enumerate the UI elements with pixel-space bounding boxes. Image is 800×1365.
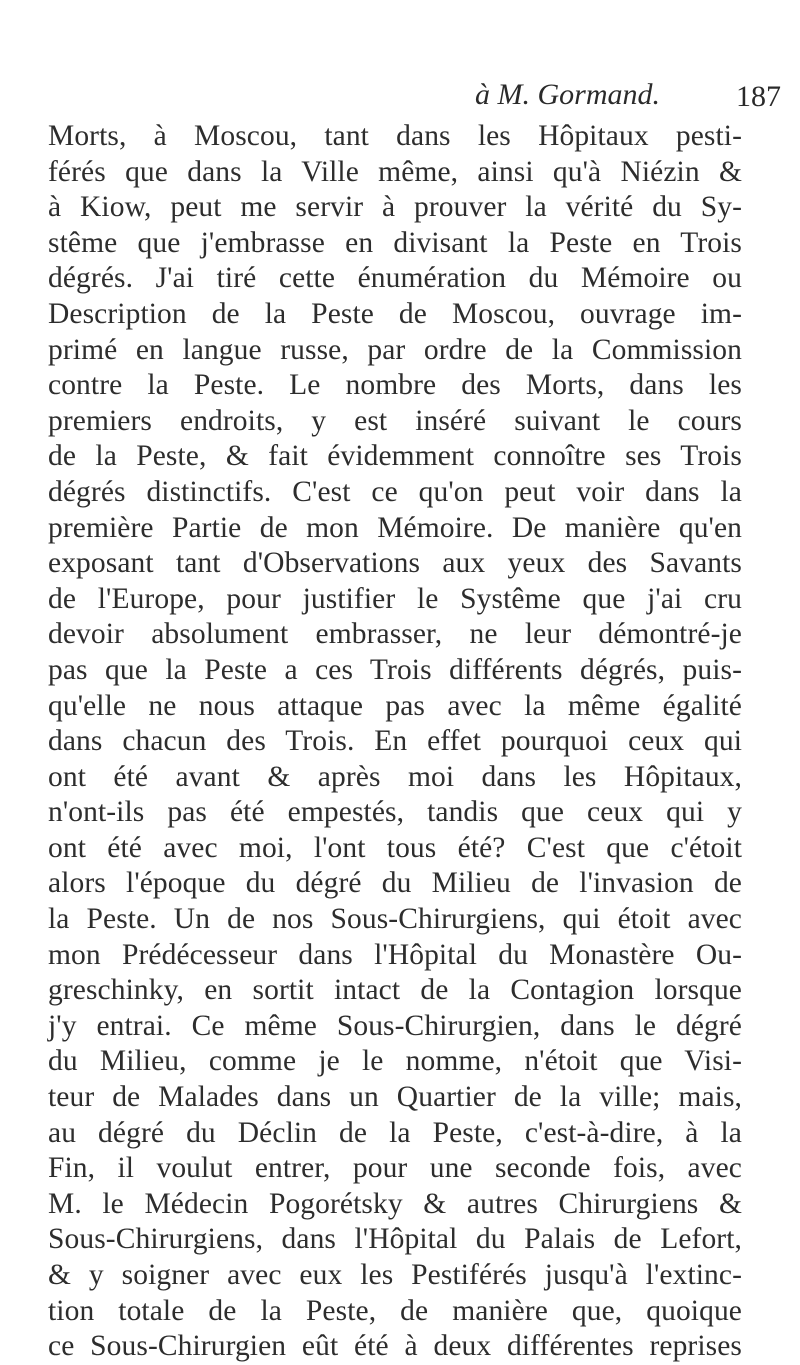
running-title: à M. Gormand.	[475, 78, 660, 111]
text-line: M. le Médecin Pogorétsky & autres Chirurgiens &	[48, 1187, 742, 1220]
text-line: contre la Peste. Le nombre des Morts, dans les	[48, 369, 742, 402]
running-head	[0, 78, 800, 118]
text-line: greschinky, en sortit intact de la Contagion lorsque	[48, 974, 742, 1007]
page-number: 187	[736, 80, 781, 113]
text-line: tion totale de la Peste, de manière que, quoique	[48, 1294, 742, 1327]
text-line: Sous-Chirurgiens, dans l'Hôpital du Palais de Lefort,	[48, 1223, 742, 1256]
text-line: mon Prédécesseur dans l'Hôpital du Monastère Ou-	[48, 938, 742, 971]
text-line: ont été avant & après moi dans les Hôpitaux,	[48, 760, 742, 793]
text-line: au dégré du Déclin de la Peste, c'est-à-dire, à la	[48, 1116, 742, 1149]
body-text	[48, 119, 742, 1365]
text-line: dégrés distinctifs. C'est ce qu'on peut voir dans la	[48, 475, 742, 508]
text-line: j'y entrai. Ce même Sous-Chirurgien, dans le dégré	[48, 1009, 742, 1042]
text-line: teur de Malades dans un Quartier de la ville; mais,	[48, 1081, 742, 1114]
text-line: de l'Europe, pour justifier le Systême que j'ai cru	[48, 582, 742, 615]
text-line: dans chacun des Trois. En effet pourquoi ceux qui	[48, 725, 742, 758]
text-line: de la Peste, & fait évidemment connoître ses Trois	[48, 440, 742, 473]
text-line: n'ont-ils pas été empestés, tandis que ceux qui y	[48, 796, 742, 829]
text-line: ce Sous-Chirurgien eût été à deux différentes reprises	[48, 1330, 742, 1363]
text-line: alors l'époque du dégré du Milieu de l'invasion de	[48, 867, 742, 900]
text-line: & y soigner avec eux les Pestiférés jusqu'à l'extinc-	[48, 1259, 742, 1291]
text-line: à Kiow, peut me servir à prouver la vérité du Sy-	[48, 191, 742, 224]
text-line: pas que la Peste a ces Trois différents dégrés, puis-	[48, 653, 742, 686]
text-line: du Milieu, comme je le nomme, n'étoit que Visi-	[48, 1045, 742, 1078]
text-line: Description de la Peste de Moscou, ouvrage im-	[48, 297, 742, 330]
text-line: primé en langue russe, par ordre de la Commission	[48, 333, 742, 366]
text-line: dégrés. J'ai tiré cette énumération du Mémoire ou	[48, 262, 742, 295]
text-line: stême que j'embrasse en divisant la Peste en Trois	[48, 226, 742, 259]
text-line: la Peste. Un de nos Sous-Chirurgiens, qui étoit avec	[48, 903, 742, 936]
text-line: Morts, à Moscou, tant dans les Hôpitaux pesti-	[48, 120, 742, 152]
text-line: premiers endroits, y est inséré suivant le cours	[48, 404, 742, 437]
text-line: exposant tant d'Observations aux yeux des Savants	[48, 547, 742, 580]
text-line: ont été avec moi, l'ont tous été? C'est que c'étoit	[48, 831, 742, 864]
text-line: qu'elle ne nous attaque pas avec la même égalité	[48, 689, 742, 722]
text-line: férés que dans la Ville même, ainsi qu'à Niézin &	[48, 155, 742, 188]
text-line: première Partie de mon Mémoire. De manière qu'en	[48, 511, 742, 544]
text-line: devoir absolument embrasser, ne leur démontré-je	[48, 618, 742, 651]
text-line: Fin, il voulut entrer, pour une seconde fois, avec	[48, 1152, 742, 1185]
